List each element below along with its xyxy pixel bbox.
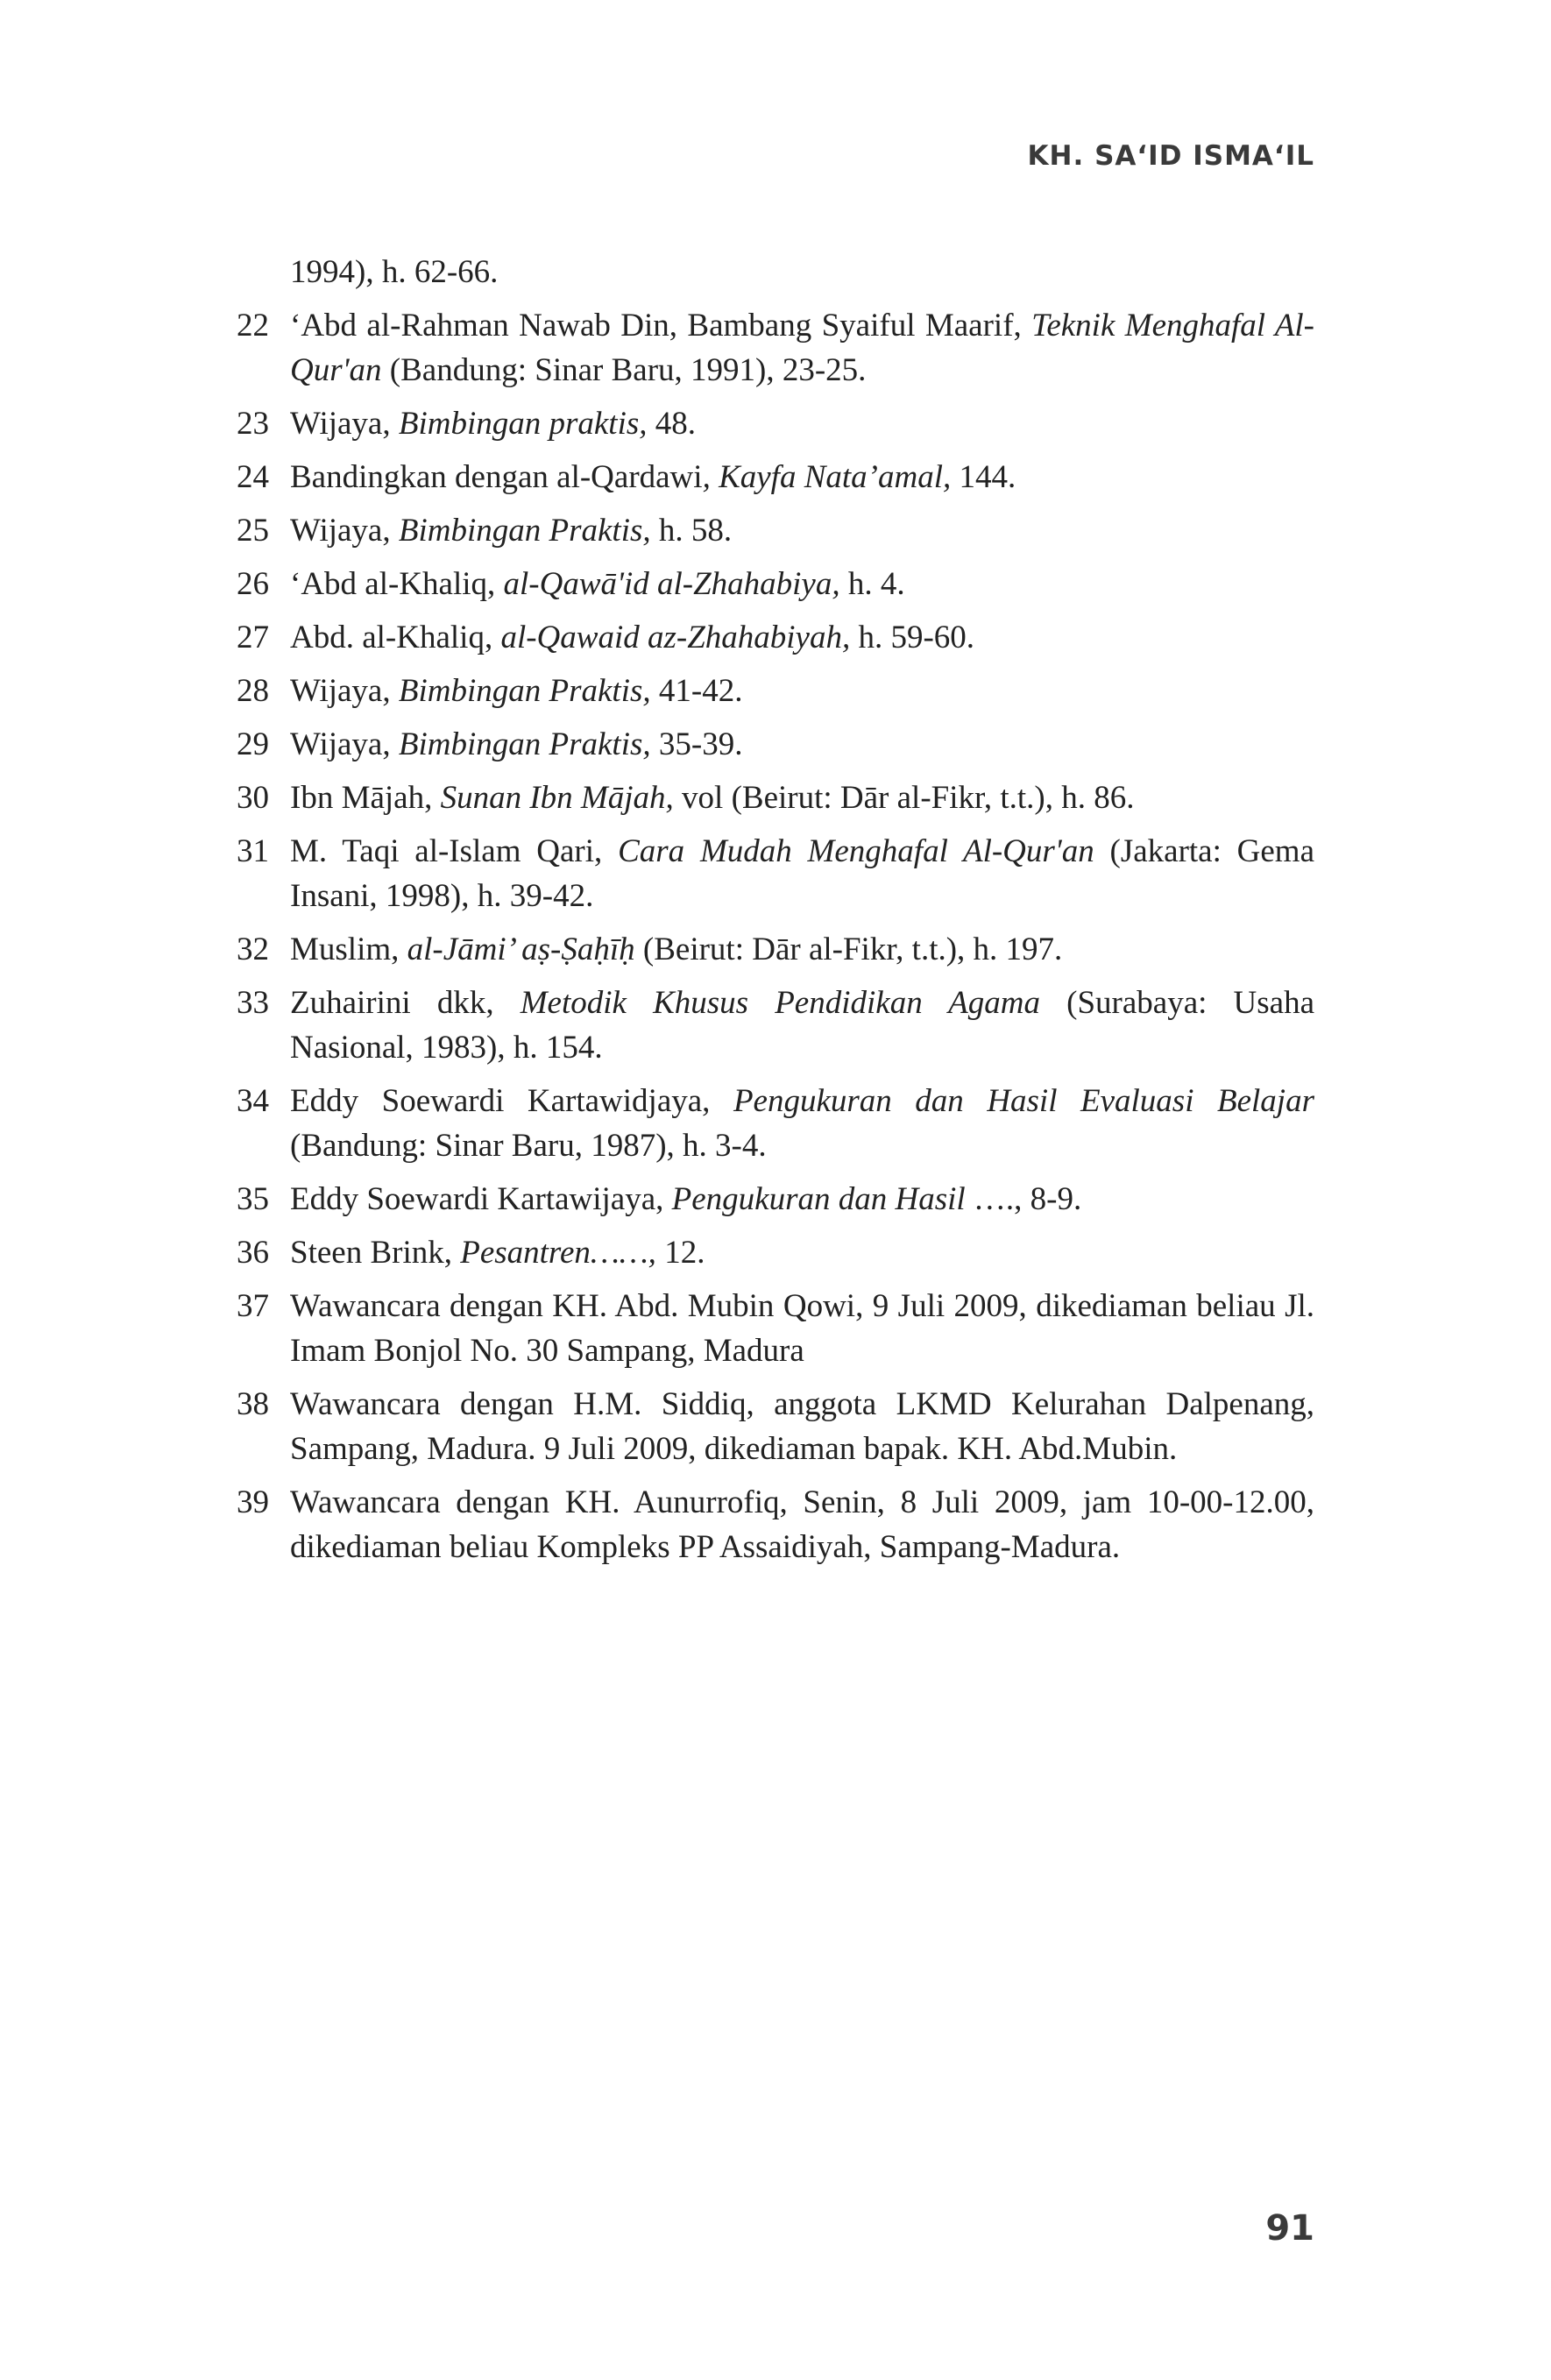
endnote-title-italic: Bimbingan praktis, — [398, 406, 648, 442]
endnote-text — [290, 776, 1314, 820]
endnote-text-segment: (Bandung: Sinar Baru, 1987), h. 3-4. — [290, 1128, 767, 1164]
endnote-text-segment: Wijaya, — [290, 673, 399, 709]
endnote-text-segment: 144. — [951, 459, 1016, 495]
endnote-item — [237, 927, 1314, 972]
endnote-number: 27 — [237, 620, 269, 655]
endnote-text-segment: Steen Brink, — [290, 1235, 461, 1271]
endnote-item — [237, 669, 1314, 713]
endnote-item — [237, 401, 1314, 446]
endnote-text-segment: ‘Abd al-Rahman Nawab Din, Bambang Syaiful Maarif, — [290, 308, 1032, 344]
endnote-title-italic: Teknik Menghafal Al-Qur'an — [290, 308, 1314, 388]
endnote-text-segment: Eddy Soewardi Kartawidjaya, — [290, 1083, 733, 1119]
endnote-text — [290, 303, 1314, 393]
endnote-text-segment: vol (Beirut: Dār al-Fikr, t.t.), h. 86. — [673, 780, 1135, 816]
endnote-item — [237, 1230, 1314, 1275]
endnote-title-italic: Bimbingan Praktis, — [398, 726, 651, 762]
endnote-continuation: 1994), h. 62-66. — [290, 254, 499, 290]
endnote-number: 35 — [237, 1181, 269, 1217]
endnote-title-italic: al-Qawā'id al-Zhahabiya, — [503, 566, 840, 602]
endnote-text-segment: (Beirut: Dār al-Fikr, t.t.), h. 197. — [634, 931, 1063, 967]
endnote-text — [290, 1230, 1314, 1275]
endnote-text — [290, 1177, 1314, 1222]
endnote-text — [290, 669, 1314, 713]
endnote-text-segment: …., 8-9. — [965, 1181, 1082, 1217]
endnote-number: 37 — [237, 1288, 269, 1324]
endnote-text-segment: 35-39. — [650, 726, 743, 762]
endnote-number: 25 — [237, 513, 269, 549]
endnote-item — [237, 303, 1314, 393]
endnote-title-italic: Sunan Ibn Mājah, — [440, 780, 674, 816]
endnote-item — [237, 1382, 1314, 1471]
endnote-text-segment: 41-42. — [650, 673, 743, 709]
endnote-title-italic: al-Qawaid az-Zhahabiyah, — [500, 620, 851, 655]
endnote-text — [290, 562, 1314, 606]
endnote-item — [237, 829, 1314, 918]
endnote-text-segment: 12. — [655, 1235, 705, 1271]
endnote-text-segment: (Bandung: Sinar Baru, 1991), 23-25. — [381, 352, 867, 388]
endnote-text — [290, 455, 1314, 499]
endnote-text — [290, 927, 1314, 972]
endnote-number: 24 — [237, 459, 269, 495]
endnote-number: 28 — [237, 673, 269, 709]
page-number: 91 — [1265, 2208, 1314, 2249]
endnote-text — [290, 722, 1314, 767]
endnote-text-segment: h. 58. — [650, 513, 733, 549]
endnote-item — [237, 1284, 1314, 1373]
endnote-text-segment: (Jakarta: Gema Insani, 1998), h. 39-42. — [290, 833, 1315, 914]
endnote-text — [290, 1382, 1314, 1471]
endnote-title-italic: al-Jāmi’ aṣ-Ṣaḥīḥ — [407, 931, 635, 967]
endnote-text-segment: h. 4. — [839, 566, 905, 602]
endnote-number: 26 — [237, 566, 269, 602]
endnote-title-italic: , Kayfa Nata’amal, — [702, 459, 952, 495]
endnotes-container — [237, 303, 1314, 1569]
endnote-text-segment: Zuhairini dkk, — [290, 985, 521, 1021]
endnote-text-segment: Wawancara dengan H.M. Siddiq, anggota LKMD Kelurahan Dalpenang, Sampang, Madura. 9 Juli 2009, dikediaman bapak. KH. Abd.Mubin. — [290, 1386, 1314, 1467]
endnote-item — [237, 508, 1314, 553]
endnote-item — [237, 455, 1314, 499]
endnote-text — [290, 981, 1314, 1070]
endnote-item — [237, 776, 1314, 820]
endnote-text — [290, 615, 1314, 660]
endnote-text-segment: Wawancara dengan KH. Abd. Mubin Qowi, 9 Juli 2009, dikediaman beliau Jl. Imam Bonjol No. 30 Sampang, Madura — [290, 1288, 1314, 1369]
endnote-text-segment: 48. — [647, 406, 697, 442]
endnote-title-italic: Metodik Khusus Pendidikan Agama — [520, 985, 1040, 1021]
endnote-text-segment: M. Taqi al-Islam Qari, — [290, 833, 619, 869]
endnote-title-italic: Pengukuran dan Hasil — [671, 1181, 966, 1217]
endnote-text-segment: Muslim, — [290, 931, 407, 967]
endnote-item — [237, 722, 1314, 767]
endnote-item — [237, 981, 1314, 1070]
endnote-item — [237, 1079, 1314, 1168]
endnote-number: 22 — [237, 308, 269, 344]
endnote-text-segment: Wijaya, — [290, 406, 399, 442]
endnote-text-segment: Wijaya, — [290, 513, 399, 549]
endnote-item — [237, 562, 1314, 606]
endnote-text — [290, 1480, 1314, 1569]
endnote-text-segment: ‘Abd al-Khaliq, — [290, 566, 504, 602]
endnote-title-italic: Bimbingan Praktis, — [398, 513, 651, 549]
endnote-number: 39 — [237, 1484, 269, 1520]
endnote-number: 32 — [237, 931, 269, 967]
endnote-number: 34 — [237, 1083, 269, 1119]
endnote-title-italic: Pengukuran dan Hasil Evaluasi Belajar — [733, 1083, 1314, 1119]
endnote-text-segment: Abd. al-Khaliq, — [290, 620, 501, 655]
endnote-text-segment: Bandingkan dengan al-Qardawi — [290, 459, 703, 495]
running-head: KH. SA‘ID ISMA‘IL — [1027, 140, 1314, 172]
endnote-number: 31 — [237, 833, 269, 869]
endnote-text — [290, 1284, 1314, 1373]
endnotes-list — [237, 250, 1314, 1578]
endnote-text-segment: (Surabaya: Usaha Nasional, 1983), h. 154. — [290, 985, 1315, 1066]
endnote-item — [237, 615, 1314, 660]
endnote-number: 33 — [237, 985, 269, 1021]
endnote-title-italic: Cara Mudah Menghafal Al-Qur'an — [618, 833, 1094, 869]
endnote-text-segment: Wawancara dengan KH. Aunurrofiq, Senin, 8 Juli 2009, jam 10-00-12.00, dikediaman beliau Kompleks PP Assaidiyah, Sampang-Madura. — [290, 1484, 1314, 1565]
endnote-item — [237, 1480, 1314, 1569]
endnote-text-segment: h. 59-60. — [850, 620, 975, 655]
endnote-text-segment: Ibn Mājah, — [290, 780, 441, 816]
endnote-number: 38 — [237, 1386, 269, 1422]
endnote-text-segment: Eddy Soewardi Kartawijaya, — [290, 1181, 672, 1217]
endnote-text — [290, 829, 1314, 918]
endnote-number: 36 — [237, 1235, 269, 1271]
endnote-number: 29 — [237, 726, 269, 762]
endnote-number: 30 — [237, 780, 269, 816]
endnote-item — [237, 1177, 1314, 1222]
endnote-text — [290, 401, 1314, 446]
endnote-number: 23 — [237, 406, 269, 442]
endnote-text-segment: Wijaya, — [290, 726, 399, 762]
endnote-text — [290, 1079, 1314, 1168]
endnote-title-italic: Bimbingan Praktis, — [398, 673, 651, 709]
endnote-text — [290, 508, 1314, 553]
endnote-title-italic: Pesantren……, — [460, 1235, 656, 1271]
